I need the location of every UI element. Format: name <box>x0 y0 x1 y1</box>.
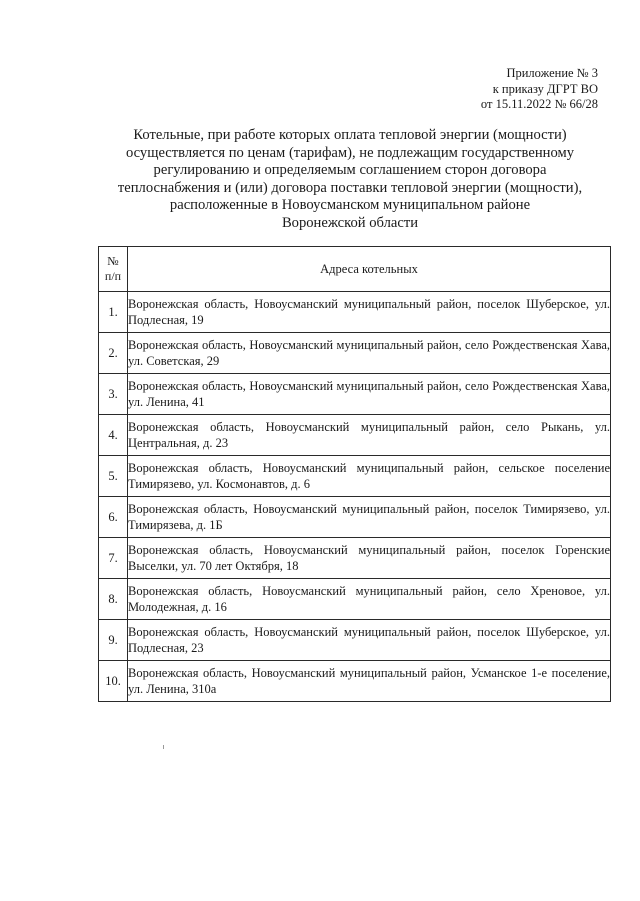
document-title <box>90 127 610 233</box>
table-row <box>99 415 611 456</box>
title-line: регулированию и определяемым соглашением сторон договора <box>153 162 547 179</box>
header-number-abbr: п/п <box>104 269 122 283</box>
header-number <box>99 247 128 292</box>
row-address: Воронежская область, Новоусманский муниципальный район, поселок Тимирязево, ул. Тимирязева, д. 1Б <box>128 497 611 538</box>
row-number: 4. <box>99 415 128 456</box>
row-address: Воронежская область, Новоусманский муниципальный район, село Рождественская Хава, ул. Ленина, 41 <box>128 374 611 415</box>
table-row <box>99 620 611 661</box>
header-address: Адреса котельных <box>128 247 611 292</box>
row-number: 10. <box>99 661 128 702</box>
row-address: Воронежская область, Новоусманский муниципальный район, сельское поселение Тимирязево, ул. Космонавтов, д. 6 <box>128 456 611 497</box>
row-number: 9. <box>99 620 128 661</box>
table-row <box>99 333 611 374</box>
row-number: 7. <box>99 538 128 579</box>
appendix-number: Приложение № 3 <box>506 66 598 80</box>
row-number: 3. <box>99 374 128 415</box>
table-header-row <box>99 247 611 292</box>
row-number: 5. <box>99 456 128 497</box>
row-address: Воронежская область, Новоусманский муниципальный район, село Рыкань, ул. Центральная, д. 23 <box>128 415 611 456</box>
appendix-date: от 15.11.2022 № 66/28 <box>480 97 598 111</box>
row-number: 6. <box>99 497 128 538</box>
table-row <box>99 456 611 497</box>
row-address: Воронежская область, Новоусманский муниципальный район, поселок Горенские Выселки, ул. 70 лет Октября, 18 <box>128 538 611 579</box>
table-row <box>99 538 611 579</box>
row-number: 8. <box>99 579 128 620</box>
title-line: теплоснабжения и (или) договора поставки тепловой энергии (мощности), <box>117 179 583 196</box>
row-address: Воронежская область, Новоусманский муниципальный район, поселок Шуберское, ул. Подлесная, 19 <box>128 292 611 333</box>
row-address: Воронежская область, Новоусманский муниципальный район, село Рождественская Хава, ул. Советская, 29 <box>128 333 611 374</box>
table-row <box>99 292 611 333</box>
title-line: Котельные, при работе которых оплата тепловой энергии (мощности) <box>133 127 567 143</box>
table-row <box>99 579 611 620</box>
appendix-reference <box>481 66 598 113</box>
title-line: Воронежской области <box>281 214 419 231</box>
row-address: Воронежская область, Новоусманский муниципальный район, поселок Шуберское, ул. Подлесная, 23 <box>128 620 611 661</box>
scan-speck <box>163 745 164 749</box>
title-line: осуществляется по ценам (тарифам), не подлежащим государственному <box>125 144 575 161</box>
row-number: 1. <box>99 292 128 333</box>
row-address: Воронежская область, Новоусманский муниципальный район, село Хреновое, ул. Молодежная, д. 16 <box>128 579 611 620</box>
table-row <box>99 661 611 702</box>
boiler-address-table <box>98 246 611 702</box>
table-row <box>99 374 611 415</box>
table-row <box>99 497 611 538</box>
title-line: расположенные в Новоусманском муниципальном районе <box>169 197 531 214</box>
header-number-sign: № <box>107 254 119 268</box>
appendix-order: к приказу ДГРТ ВО <box>492 81 598 96</box>
row-number: 2. <box>99 333 128 374</box>
row-address: Воронежская область, Новоусманский муниципальный район, Усманское 1-е поселение, ул. Ленина, 310а <box>128 661 611 702</box>
